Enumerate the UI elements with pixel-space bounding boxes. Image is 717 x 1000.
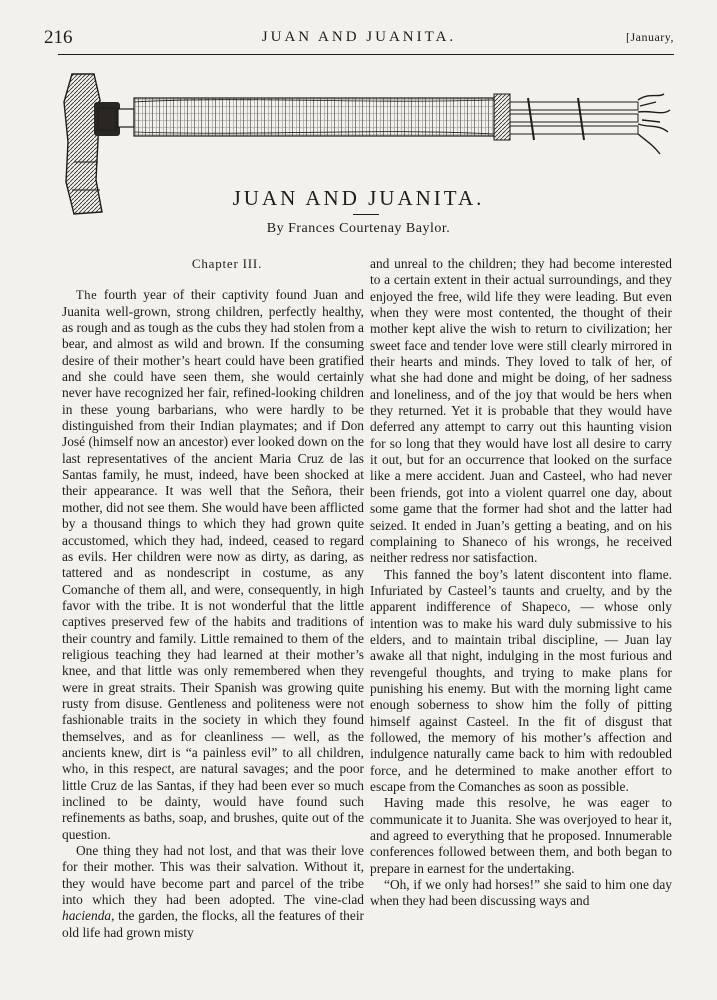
article-title: JUAN AND JUANITA.	[232, 186, 485, 210]
paragraph: The fourth year of their captivity found Juan and Juanita well-grown, strong children, perfectly healthy, as rough and as tough as the cubs they had stolen from a bear, and almost as wild and brown. If the consuming desire of their mother’s heart could have been gratified and she could have seen them, she would certainly never have recognized her fair, refined-looking children in these young barbarians, who were hardly to be distinguished from their Indian playmates; and if Don José (himself now an ancestor) ever looked down on the last representatives of the ancient Maria Cruz de las Santas family, he must, indeed, have been shocked at their appearance. It was well that the Señora, their mother, did not see them. She would have been afflicted by a thousand things to which they had grown quite accustomed, which they had, indeed, ceased to regard as evils. Her children were now as dirty, as daring, as tattered and as nondescript in costume, as any Comanche of them all, and were, consequently, in high favor with the tribe. It is not wonderful that the little captives preserved few of the habits and traditions of their country and family. Little remained to them of the religious teaching they had learned at their mother’s knee, and that little was only remembered when they were in great straits. Their Spanish was growing quite rusty from disuse. Gentleness and politeness were not fashionable traits in the society in which they found themselves, and as for cleanliness — well, as the ancients knew, dirt is “a painless evil” to all children, who, in this respect, are natural savages; and the poor little Cruz de las Santas, if they had been ever so much inclined to be dainty, would have found such refinements as baths, soap, and brushes, quite out of the question.	[62, 287, 364, 842]
lead-word: The	[76, 288, 98, 303]
right-column	[370, 256, 672, 910]
issue-month: [January,	[625, 30, 674, 44]
page-header	[44, 27, 674, 49]
paragraph: One thing they had not lost, and that was their love for their mother. This was their salvation. Without it, they would have become part and parcel of the tribe into which they had been adopted. The vine-clad hacienda, the garden, the flocks, all the features of their old life had grown misty	[62, 843, 364, 940]
running-title: JUAN AND JUANITA.	[261, 29, 457, 45]
chapter-heading: Chapter III.	[191, 256, 263, 271]
paragraph: Having made this resolve, he was eager to communicate it to Juanita. She was overjoyed to hear it, and agreed to everything that he proposed. Innumerable conferences followed between them, and both began to prepare in earnest for the undertaking.	[370, 795, 672, 876]
byline: By Frances Courtenay Baylor.	[266, 221, 451, 236]
left-column	[62, 256, 364, 941]
header-rule	[58, 54, 674, 55]
paragraph: “Oh, if we only had horses!” she said to him one day when they had been discussing ways and	[370, 877, 672, 909]
title-divider	[353, 214, 379, 215]
italic-word: hacienda	[62, 908, 112, 924]
paragraph: and unreal to the children; they had become interested to a certain extent in their actual surroundings, and they enjoyed the free, wild life they were leading. But even when they were most contented, the thought of their mother kept alive the wish to return to civilization; her sweet face and tender love were still clearly mirrored in their hearts and minds. They loved to talk of her, of what she had done and might be doing, of her sadness and loneliness, and of the joy that would be hers when they returned. Yet it is probable that they would have deferred any attempt to carry out this haunting vision for so long that they would have lost all desire to carry it out, but for an occurrence that looked on the surface like a mere accident. Juan and Casteel, who had never been friends, got into a violent quarrel one day, about some game that the former had shot and the latter had seized. It ended in Juan’s getting a beating, and on his complaining to Shaneco of his wrongs, he received neither redress nor satisfaction.	[370, 256, 672, 566]
page-number: 216	[44, 27, 73, 48]
paragraph: This fanned the boy’s latent discontent into flame. Infuriated by Casteel’s taunts and cruelty, and by the apparent indifference of Shapeco, — whose only intention was to make his ward duly submissive to his elders, and to maintain tribal discipline, — Juan lay awake all that night, indulging in the most furious and revengeful thoughts, and trying to make plans for punishing his enemy. But with the morning light came enough soberness to show him the folly of pitting himself against Casteel. In the fit of disgust that followed, the memory of his mother’s affection and indulgence naturally came back to him with redoubled force, and he determined to make another effort to escape from the Comanches as soon as possible.	[370, 566, 672, 794]
